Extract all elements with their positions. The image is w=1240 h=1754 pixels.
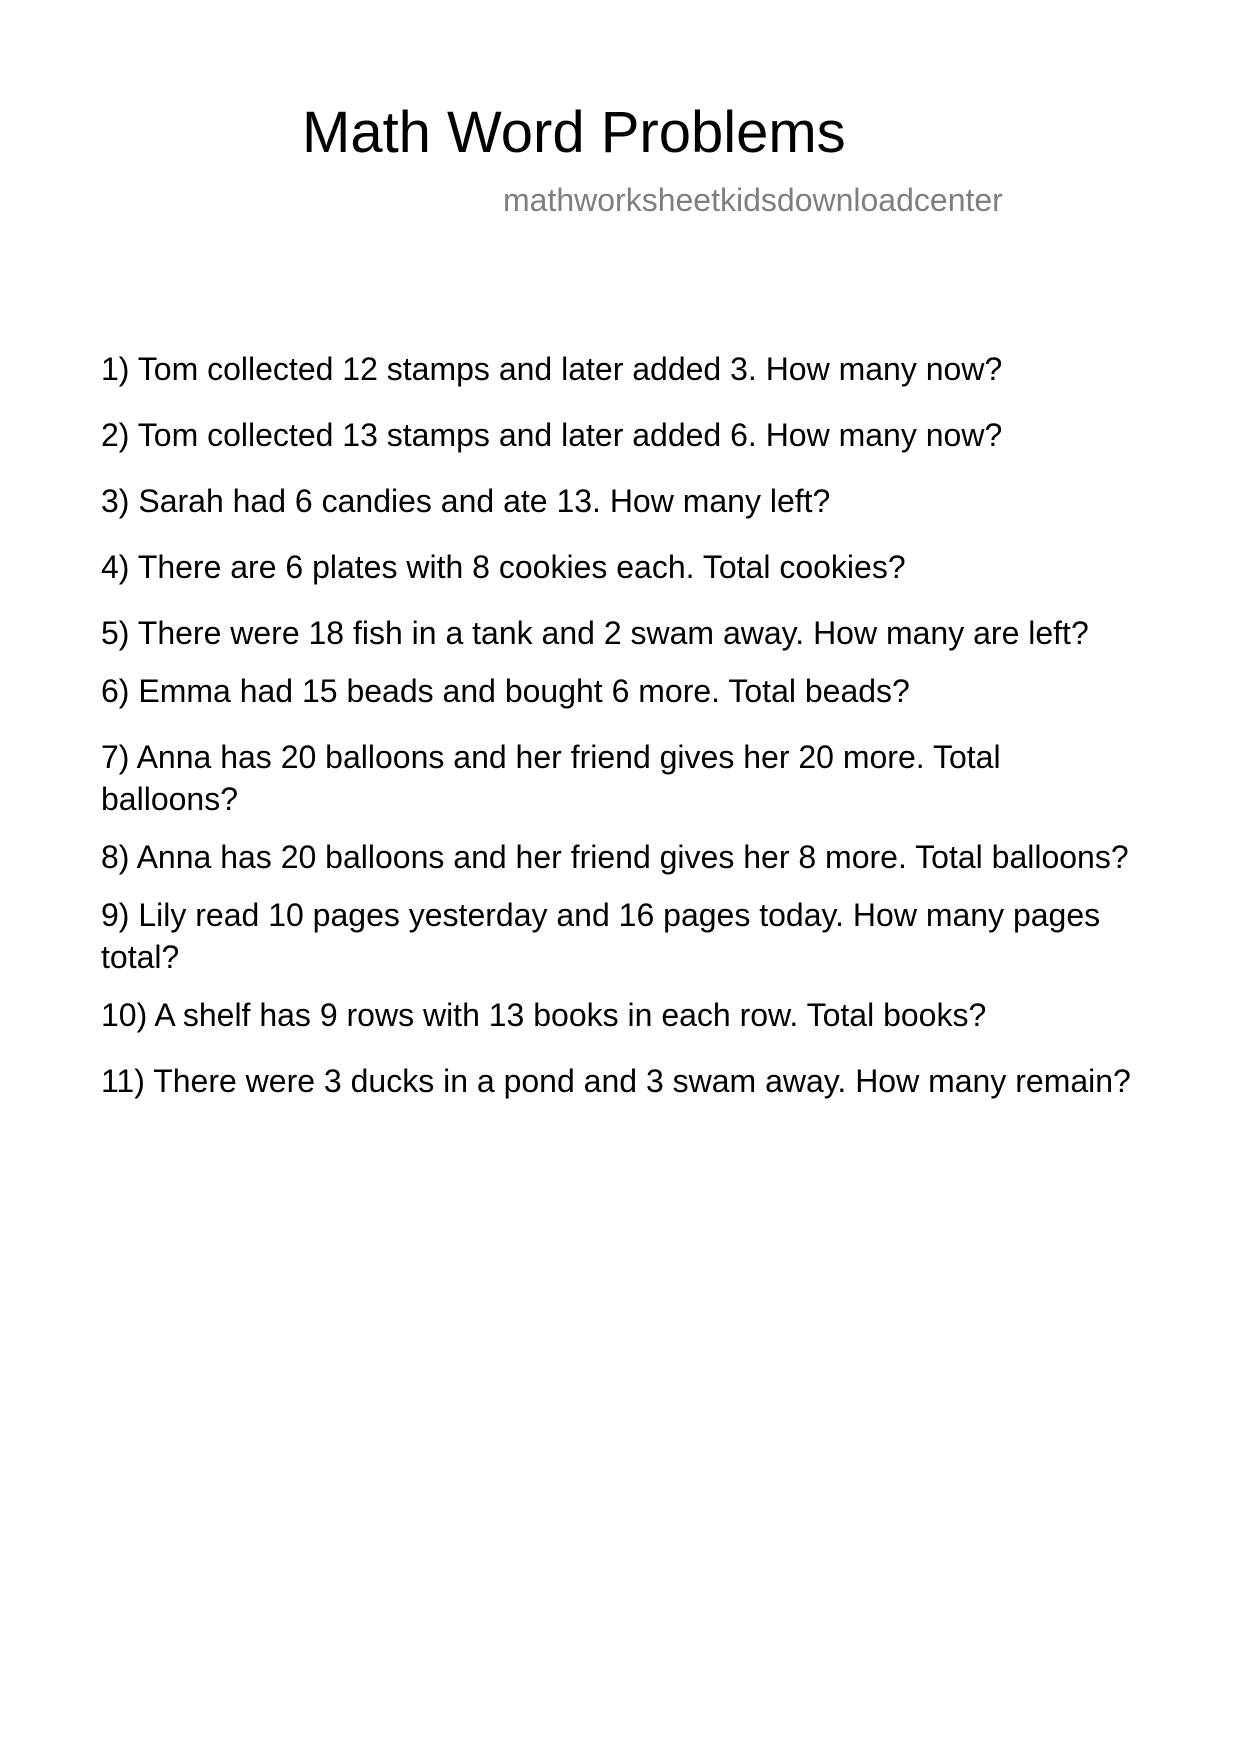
page-title: Math Word Problems bbox=[302, 100, 846, 165]
problem-item: 2) Tom collected 13 stamps and later added 6. How many now? bbox=[101, 417, 1003, 453]
problem-item: 8) Anna has 20 balloons and her friend gives her 8 more. Total balloons? bbox=[101, 839, 1129, 875]
problem-item: 4) There are 6 plates with 8 cookies each. Total cookies? bbox=[101, 549, 906, 585]
problem-item: 5) There were 18 fish in a tank and 2 swam away. How many are left? bbox=[101, 615, 1089, 651]
problem-item: 11) There were 3 ducks in a pond and 3 swam away. How many remain? bbox=[101, 1063, 1131, 1099]
problem-item: 3) Sarah had 6 candies and ate 13. How many left? bbox=[101, 483, 831, 519]
problem-item: 1) Tom collected 12 stamps and later added 3. How many now? bbox=[101, 351, 1003, 387]
problem-item: 10) A shelf has 9 rows with 13 books in each row. Total books? bbox=[101, 997, 987, 1033]
problem-item: 6) Emma had 15 beads and bought 6 more. Total beads? bbox=[101, 673, 910, 709]
problem-item: 7) Anna has 20 balloons and her friend gives her 20 more. Total balloons? bbox=[101, 739, 1001, 817]
problem-item: 9) Lily read 10 pages yesterday and 16 pages today. How many pages total? bbox=[101, 897, 1101, 975]
page-subtitle: mathworksheetkidsdownloadcenter bbox=[503, 182, 1003, 218]
problem-list bbox=[101, 348, 1141, 1118]
